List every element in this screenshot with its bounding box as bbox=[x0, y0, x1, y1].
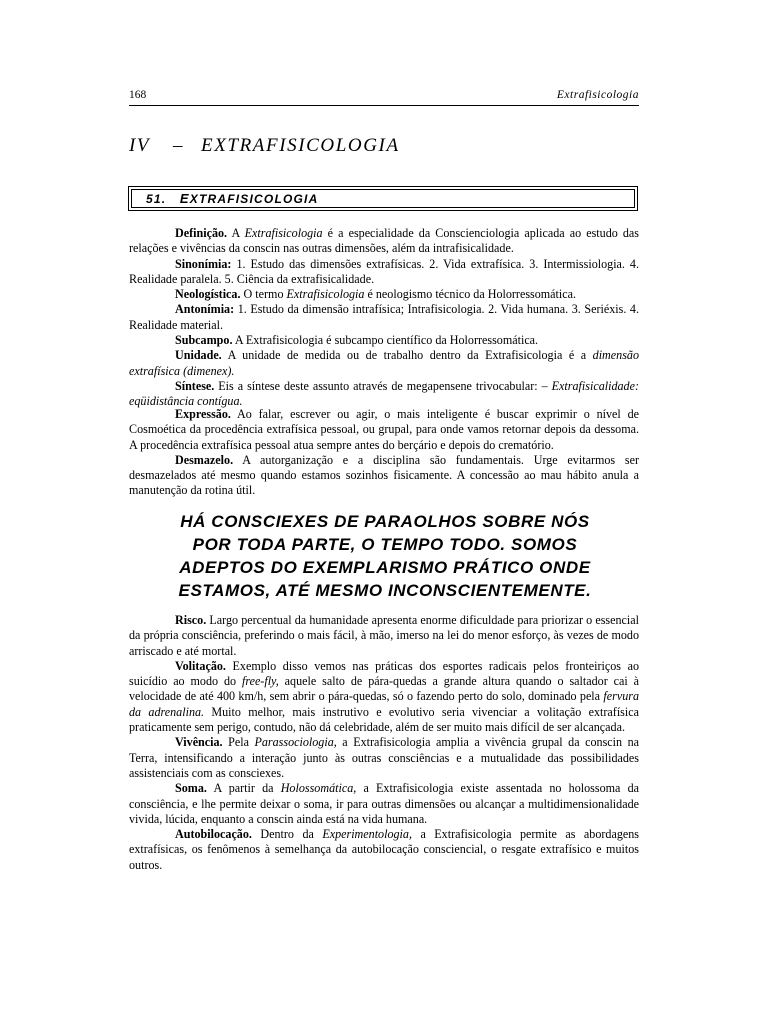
chapter-heading bbox=[129, 135, 400, 157]
paragraph bbox=[129, 827, 639, 873]
paragraph-text: 1. Estudo das dimensões extrafísicas. 2. Vida extrafísica. 3. Intermissiologia. 4. Realidade paralela. 5. Ciência da extrafisicalidade. bbox=[129, 256, 639, 286]
paragraph-text: Dentro da bbox=[251, 827, 323, 842]
callout-line-3: ADEPTOS DO EXEMPLARISMO PRÁTICO ONDE bbox=[179, 558, 591, 577]
paragraph-label: Vivência. bbox=[175, 735, 223, 750]
paragraph-label: Desmazelo. bbox=[175, 452, 234, 467]
running-title: Extrafisicologia bbox=[556, 89, 639, 101]
paragraph-label: Unidade. bbox=[175, 348, 222, 363]
paragraph-label: Neologística. bbox=[175, 287, 241, 302]
paragraph bbox=[129, 735, 639, 781]
italic-term: Holossomática, bbox=[280, 781, 357, 796]
paragraph bbox=[129, 333, 639, 348]
paragraph bbox=[129, 781, 639, 827]
paragraph-text: Largo percentual da humanidade apresenta enorme dificuldade para priorizar o essencial da própria consciência, preferindo o mais fácil, à mão, imerso na lei do menor esforço, às vezes de modo arriscado e até mortal. bbox=[129, 613, 639, 658]
running-header bbox=[129, 88, 639, 106]
italic-term: Extrafisicologia bbox=[244, 226, 323, 240]
paragraph-text: Pela bbox=[222, 735, 255, 750]
section-title-initial: E bbox=[179, 191, 190, 206]
paragraph-text: Ao falar, escrever ou agir, o mais inteligente é buscar exprimir o nível de Cosmoética da procedência extrafísica pessoal, ou grupal, para onde vamos retornar depois da dessoma. A procedência extrafísica pessoal atua sempre antes do berçário e depois do crematório. bbox=[129, 407, 639, 452]
paragraph-text: Exemplo disso vemos nas práticas dos esportes radicais pelos fronteiriços ao suicídio ao modo do bbox=[129, 658, 639, 689]
italic-term: fervura da adrenalina. bbox=[129, 689, 639, 719]
callout-line-2: POR TODA PARTE, O TEMPO TODO. SOMOS bbox=[192, 535, 578, 554]
paragraph-text: A autorganização e a disciplina são fundamentais. Urge evitarmos ser desmazelados até mesmo quando estamos sozinhos fisicamente. A concessão ao mau hábito anula a manutenção da rotina útil. bbox=[129, 452, 639, 498]
paragraph-label: Síntese. bbox=[175, 378, 215, 393]
paragraph-label: Soma. bbox=[175, 781, 207, 796]
paragraph-text: O termo bbox=[240, 287, 287, 302]
paragraph bbox=[129, 659, 639, 735]
paragraph-text: A Extrafisicologia é subcampo científico da Holorressomática. bbox=[232, 333, 539, 348]
italic-term: Extrafisicologia bbox=[286, 287, 365, 302]
paragraph bbox=[129, 226, 639, 257]
paragraph-text: A partir da bbox=[206, 781, 281, 796]
paragraph-text: 1. Estudo da dimensão intrafísica; Intrafisicologia. 2. Vida humana. 3. Seriéxis. 4. Realidade material. bbox=[129, 302, 639, 332]
paragraph-label: Expressão. bbox=[175, 407, 231, 421]
paragraph-label: Volitação. bbox=[175, 658, 226, 673]
paragraph bbox=[129, 348, 639, 379]
highlight-callout bbox=[160, 510, 610, 602]
chapter-dash: – bbox=[173, 135, 185, 156]
paragraph-label: Antonímia: bbox=[175, 302, 235, 317]
paragraph-label: Autobilocação. bbox=[175, 827, 252, 842]
section-heading-box bbox=[128, 186, 638, 211]
paragraph-text: Muito melhor, mais instrutivo e evolutivo seria vivenciar a volitação extrafísica praticamente sem perigo, contudo, não dá celebridade, além de ser muito mais difícil de ser alcançada. bbox=[129, 704, 639, 735]
callout-line-1: HÁ CONSCIEXES DE PARAOLHOS SOBRE NÓS bbox=[180, 512, 590, 531]
paragraph-text: é a especialidade da Conscienciologia aplicada ao estudo das relações e vivências da conscin nas outras dimensões, além da intrafisicalidade. bbox=[129, 226, 639, 256]
paragraph-label: Risco. bbox=[175, 613, 207, 627]
callout-line-4: ESTAMOS, ATÉ MESMO INCONSCIENTEMENTE. bbox=[178, 581, 592, 600]
paragraph-text: aquele salto de pára-quedas a grande altura quando o saltador cai à velocidade de até 400 km/h, sem abrir o pára-quedas, só o fazendo perto do solo, dominado pela bbox=[129, 674, 639, 704]
paragraph bbox=[129, 613, 639, 659]
italic-term: free-fly, bbox=[241, 674, 279, 689]
body-section-2 bbox=[129, 613, 639, 873]
paragraph bbox=[129, 287, 639, 302]
paragraph bbox=[129, 379, 639, 410]
section-number: 51. bbox=[146, 192, 167, 206]
section-heading bbox=[146, 191, 318, 206]
definitions-block bbox=[129, 226, 639, 410]
page-number: 168 bbox=[129, 89, 147, 101]
paragraph bbox=[129, 453, 639, 499]
chapter-number: IV bbox=[129, 135, 151, 156]
italic-term: Extrafisicalidade: eqüidistância contígua. bbox=[129, 378, 639, 409]
paragraph-text: a Extrafisicologia existe assentada no holossoma da consciência, e lhe permite deixar o soma, ir para outras dimensões ou alcançar a multidimensionalidade vivida, lúcida, enquanto a conscin ainda está na vida humana. bbox=[129, 781, 639, 826]
italic-term: Parassociologia, bbox=[254, 735, 337, 750]
paragraph-text: A unidade de medida ou de trabalho dentro da Extrafisicologia é a bbox=[221, 348, 593, 363]
paragraph-label: Sinonímia: bbox=[175, 256, 232, 271]
paragraph-text: a Extrafisicologia amplia a vivência grupal da conscin na Terra, intensificando a interação junto às outras consciências e a mutualidade das possibilidades assistenciais com as consciexes. bbox=[129, 735, 639, 780]
paragraph bbox=[129, 302, 639, 333]
paragraph-text: é neologismo técnico da Holorressomática. bbox=[364, 287, 577, 302]
paragraph bbox=[129, 257, 639, 288]
italic-term: dimensão extrafísica (dimenex). bbox=[129, 348, 639, 378]
body-section-1 bbox=[129, 407, 639, 499]
paragraph-text: Eis a síntese deste assunto através de megapensene trivocabular: – bbox=[214, 378, 552, 393]
paragraph-label: Definição. bbox=[175, 226, 228, 240]
paragraph-text: A bbox=[227, 226, 245, 240]
italic-term: Experimentologia, bbox=[322, 827, 412, 842]
chapter-title: EXTRAFISICOLOGIA bbox=[201, 135, 400, 156]
paragraph bbox=[129, 407, 639, 453]
paragraph-label: Subcampo. bbox=[175, 333, 233, 348]
section-title-rest: XTRAFISICOLOGIA bbox=[189, 192, 319, 206]
paragraph-text: a Extrafisicologia permite as abordagens extrafísicas, os fenômenos à semelhança da autobilocação consciencial, o resgate extrafísico e muitos outros. bbox=[129, 827, 639, 872]
